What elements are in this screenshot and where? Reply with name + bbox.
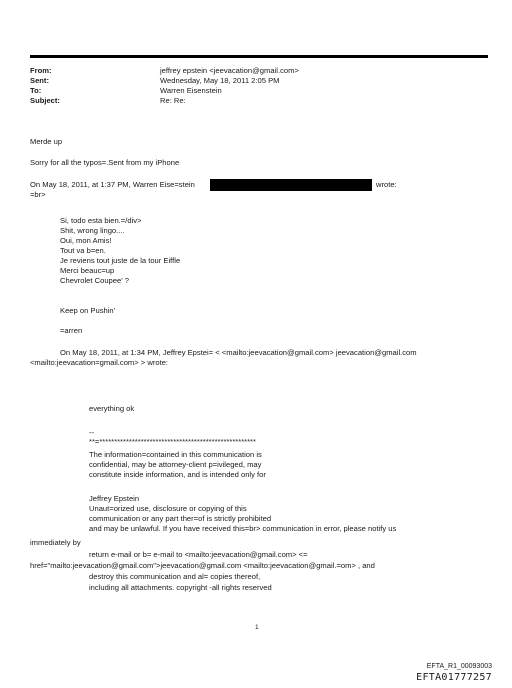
msg-line: Oui, mon Amis! [60, 236, 112, 245]
destroy-line: destroy this communication and al= copies thereof, [89, 572, 261, 581]
header-rule [30, 55, 488, 58]
sent-label: Sent: [30, 76, 49, 85]
br-line: =br> [30, 190, 46, 199]
sent-value: Wednesday, May 18, 2011 2:05 PM [160, 76, 280, 85]
quoted-header-1: On May 18, 2011, at 1:37 PM, Warren Eise=stein [30, 180, 195, 189]
page-number: 1 [255, 624, 259, 631]
subject-row [30, 96, 299, 106]
redaction-box [210, 179, 372, 191]
name-line: Jeffrey Epstein [89, 494, 140, 503]
confidential-line: The information=contained in this communication is [89, 450, 262, 459]
href-line: href="mailto:jeevacation@gmail.com">jeevacation@gmail.com <mailto:jeevacation@gmail.=om> , and [30, 561, 375, 570]
including-line: including all attachments. copyright -all rights reserved [89, 583, 272, 592]
msg-line: Je reviens tout juste de la tour Eiffle [60, 256, 181, 265]
subject-value: Re: Re: [160, 96, 186, 105]
typos-line: Sorry for all the typos=.Sent from my iPhone [30, 158, 180, 167]
immediately-line: immediately by [30, 538, 81, 547]
from-row [30, 66, 299, 76]
msg-line: Tout va b=en. [60, 246, 106, 255]
email-header [30, 66, 299, 106]
subject-label: Subject: [30, 96, 60, 105]
to-value: Warren Eisenstein [160, 86, 222, 95]
keep-on-line: Keep on Pushin' [60, 306, 116, 315]
sent-row [30, 76, 299, 86]
to-label: To: [30, 86, 42, 95]
efta-small-id: EFTA_R1_00093003 [426, 663, 492, 670]
unauthorized-line: and may be unlawful. If you have received this=br> communication in error, please notify us [89, 524, 397, 533]
stars-line: **=***************************************************** [89, 437, 256, 446]
msg-line: Chevrolet Coupee' ? [60, 276, 129, 285]
msg-line: Merci beauc=up [60, 266, 115, 275]
return-email-line: return e-mail or b= e-mail to <mailto:jeevacation@gmail.com> <= [89, 550, 308, 559]
dashes-line: -- [89, 428, 95, 437]
everything-ok-line: everything ok [89, 404, 135, 413]
wrote-1: wrote: [376, 180, 397, 189]
from-label: From: [30, 66, 52, 75]
msg-line: Shit, wrong lingo.... [60, 226, 125, 235]
to-row [30, 86, 299, 96]
signature-arren: =arren [60, 326, 83, 335]
from-value: jeffrey epstein <jeevacation@gmail.com> [160, 66, 299, 75]
confidential-line: confidential, may be attorney-client p=ivileged, may [89, 460, 262, 469]
unauthorized-line: communication or any part ther=of is strictly prohibited [89, 514, 272, 523]
confidential-line: constitute inside information, and is intended only for [89, 470, 266, 479]
quoted-header-2b: <mailto:jeevacation=gmail.com> > wrote: [30, 358, 169, 367]
quoted-header-2a: On May 18, 2011, at 1:34 PM, Jeffrey Epstei= < <mailto:jeevacation@gmail.com> jeevacation@gmail.com [60, 348, 417, 357]
msg-line: Si, todo esta bien.=/div> [60, 216, 142, 225]
unauthorized-line: Unaut=orized use, disclosure or copying of this [89, 504, 247, 513]
greeting-line: Merde up [30, 137, 63, 146]
efta-large-id: EFTA01777257 [416, 672, 492, 683]
